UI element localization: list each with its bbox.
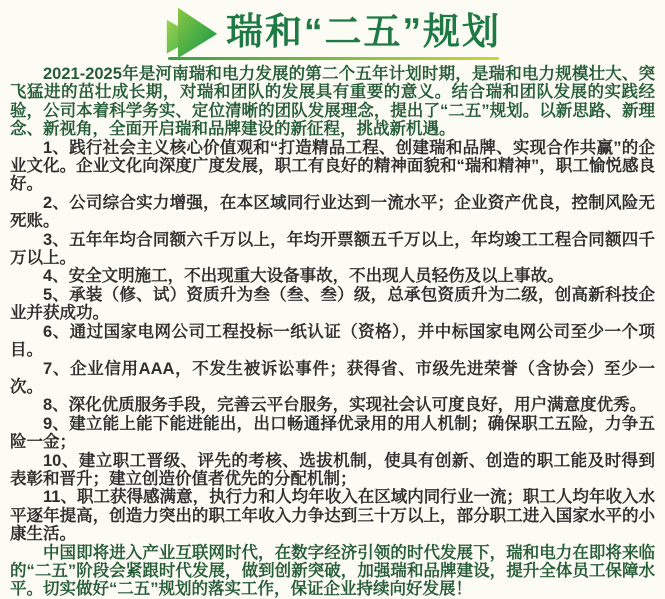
paragraph: 3、五年年均合同额六千万以上，年均开票额五千万以上，年均竣工工程合同额四千万以上。 [10,230,655,268]
body-text [0,63,665,599]
paragraph: 10、建立职工晋级、评先的考核、选拔机制，使具有创新、创造的职工能及时得到表彰和晋升；建立创造价值者优先的分配机制； [10,451,655,488]
paragraph: 中国即将进入产业互联网时代，在数字经济引领的时代发展下，瑞和电力在即将来临的“二五”阶段会紧跟时代发展，做到创新突破，加强瑞和品牌建设，提升全体员工保障水平。切实做好“二五”规划的落实工作，保证企业持续向好发展！ [10,543,655,599]
paragraph: 9、建立能上能下能进能出，出口畅通择优录用的用人机制；确保职工五险，力争五险一金； [10,414,655,452]
paragraph: 2021-2025年是河南瑞和电力发展的第二个五年计划时期，是瑞和电力规模壮大、突飞猛进的茁壮成长期，对瑞和团队的发展具有重要的意义。结合瑞和团队发展的实践经验，公司本着科学务实、定位清晰的团队发展理念，提出了“二五”规划。以新思路、新理念、新视角，全面开启瑞和品牌建设的新征程，挑战新机遇。 [10,65,655,139]
paragraph: 4、安全文明施工，不出现重大设备事故，不出现人员轻伤及以上事故。 [43,267,564,286]
paragraph: 5、承装（修、试）资质升为叁（叁、叁）级，总承包资质升为二级，创高新科技企业并获成功。 [10,285,655,323]
double-forward-triangles-icon [164,5,220,59]
header [0,0,665,63]
header-inner [164,5,501,63]
paragraph: 7、企业信用AAA，不发生被诉讼事件；获得省、市级先进荣誉（含协会）至少一次。 [10,359,655,396]
paragraph: 6、通过国家电网公司工程投标一纸认证（资格），并中标国家电网公司至少一个项目。 [10,322,655,360]
paragraph: 8、深化优质服务手段，完善云平台服务，实现社会认可度良好，用户满意度优秀。 [43,396,647,415]
paragraph: 1、践行社会主义核心价值观和“打造精品工程、创建瑞和品牌、实现合作共赢”的企业文化。企业文化向深度广度发展，职工有良好的精神面貌和“瑞和精神”，职工愉悦感良好。 [10,138,655,194]
page-title: 瑞和“二五”规划 [226,10,501,52]
paragraph: 11、职工获得感满意，执行力和人均年收入在区域内同行业一流；职工人均年收入水平逐年提高，创造力突出的职工年收入力争达到三十万以上，部分职工进入国家水平的小康生活。 [10,488,655,544]
paragraph: 2、公司综合实力增强，在本区域同行业达到一流水平；企业资产优良，控制风险无死账。 [10,193,655,231]
